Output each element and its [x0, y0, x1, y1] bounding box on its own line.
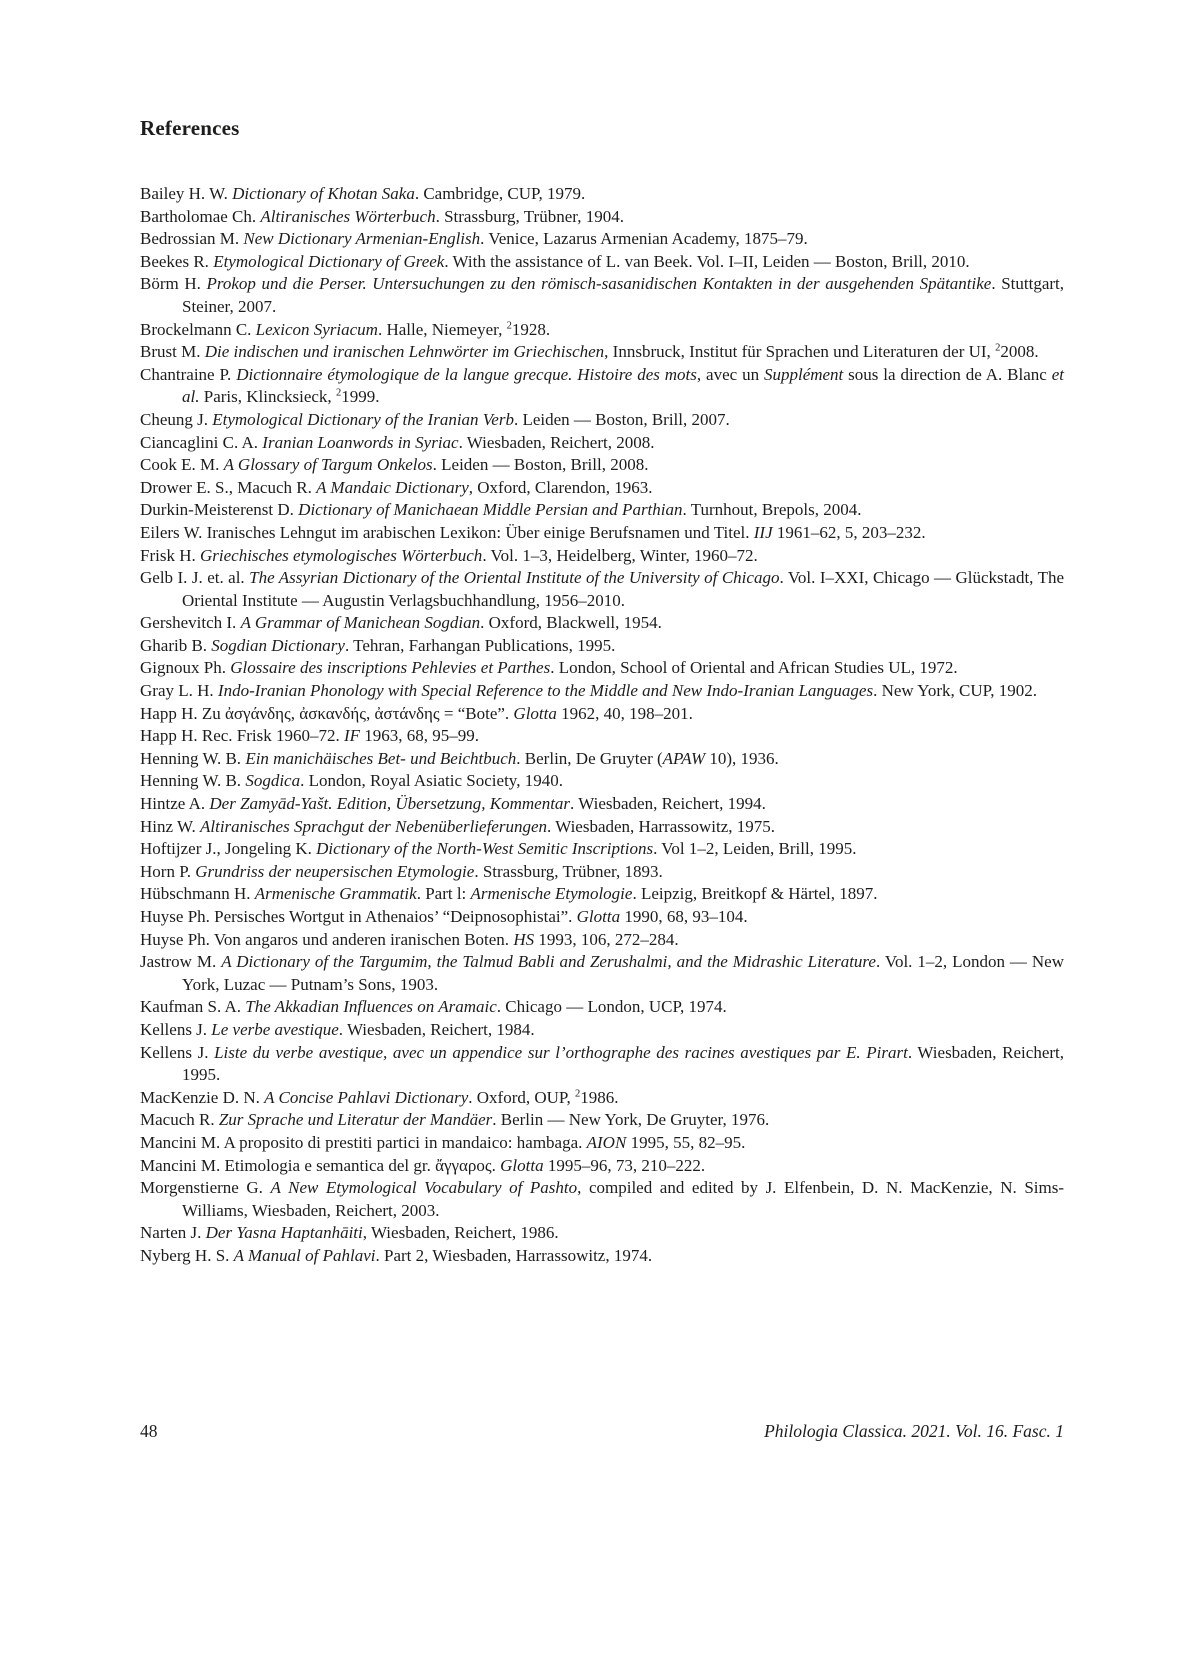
reference-text-segment: Kellens J.	[140, 1019, 212, 1039]
reference-entry	[140, 748, 1064, 771]
reference-entry	[140, 793, 1064, 816]
reference-text-segment: . Strassburg, Trübner, 1893.	[474, 861, 663, 881]
reference-title-segment: Glotta	[513, 703, 557, 723]
reference-text-segment: , compiled and edited by J. Elfenbein, D. N. MacKenzie, N. Sims-Williams, Wiesbaden, Reichert, 2003.	[182, 1178, 1065, 1220]
reference-title-segment: Prokop und die Perser. Untersuchungen zu den römisch-sasanidischen Kontakten in der ausgehenden Spätantike	[206, 274, 992, 294]
reference-entry	[140, 725, 1064, 748]
reference-entry	[140, 906, 1064, 929]
reference-text-segment: Brust M.	[140, 342, 205, 362]
reference-entry	[140, 319, 1064, 342]
reference-title-segment: Glotta	[576, 907, 621, 926]
reference-text-segment: Brockelmann C.	[140, 319, 256, 339]
reference-title-segment: Glossaire des inscriptions Pehlevies et Parthes	[230, 658, 551, 678]
reference-entry	[140, 228, 1064, 251]
reference-text-segment: . Wiesbaden, Reichert, 1984.	[338, 1019, 535, 1039]
reference-title-segment: Lexicon Syriacum	[255, 319, 378, 339]
reference-entry	[140, 432, 1064, 455]
reference-title-segment: HS	[513, 929, 535, 949]
reference-text-segment: Bartholomae Ch.	[140, 206, 261, 226]
reference-title-segment: Armenische Grammatik	[254, 884, 417, 904]
reference-text-segment: Mancini M. Etimologia e semantica del gr. ἄγγαρος.	[140, 1155, 501, 1175]
reference-entry	[140, 838, 1064, 861]
reference-text-segment: Horn P.	[140, 861, 196, 881]
reference-text-segment: . New York, CUP, 1902.	[873, 681, 1037, 701]
reference-title-segment: Dictionary of the North-West Semitic Inscriptions	[316, 839, 654, 859]
reference-entry	[140, 522, 1064, 545]
reference-text-segment: Nyberg H. S.	[140, 1245, 234, 1265]
reference-title-segment: A Mandaic Dictionary	[316, 477, 469, 497]
reference-text-segment: . Halle, Niemeyer,	[377, 319, 507, 339]
reference-text-segment: 1995–96, 73, 210–222.	[543, 1155, 706, 1175]
reference-text-segment: Huyse Ph. Persisches Wortgut in Athenaios’ “Deipnosophistai”.	[140, 907, 577, 926]
reference-title-segment: IF	[343, 726, 361, 746]
reference-text-segment: 1999.	[341, 387, 380, 407]
reference-title-segment: New Dictionary Armenian-English	[243, 229, 481, 249]
reference-entry	[140, 996, 1064, 1019]
reference-text-segment: Mancini M. A proposito di prestiti partici in mandaico: hambaga.	[140, 1132, 587, 1152]
reference-text-segment: Gharib B.	[140, 635, 212, 655]
reference-entry	[140, 499, 1064, 522]
reference-entry	[140, 680, 1064, 703]
reference-text-segment: Drower E. S., Macuch R.	[140, 477, 317, 497]
reference-title-segment: Armenische Etymologie	[470, 884, 633, 904]
reference-text-segment: 1928.	[511, 319, 551, 339]
reference-text-segment: . Vol. 1–3, Heidelberg, Winter, 1960–72.	[482, 545, 758, 565]
reference-entry	[140, 477, 1064, 500]
reference-text-segment: . Leiden — Boston, Brill, 2007.	[513, 409, 730, 429]
reference-text-segment: Gelb I. J. et. al.	[140, 568, 250, 588]
reference-text-segment: . London, Royal Asiatic Society, 1940.	[300, 771, 563, 791]
reference-text-segment: Durkin-Meisterenst D.	[140, 500, 299, 520]
reference-entry	[140, 1177, 1064, 1222]
reference-text-segment: . Vol 1–2, Leiden, Brill, 1995.	[653, 839, 857, 859]
reference-text-segment: Ciancaglini C. A.	[140, 432, 263, 452]
journal-citation: Philologia Classica. 2021. Vol. 16. Fasc. 1	[764, 1421, 1064, 1441]
reference-entry	[140, 1042, 1064, 1087]
reference-text-segment: Bedrossian M.	[140, 229, 244, 249]
reference-text-segment: 1962, 40, 198–201.	[556, 703, 693, 723]
reference-text-segment: . Wiesbaden, Harrassowitz, 1975.	[547, 816, 775, 836]
reference-text-segment: Hübschmann H.	[140, 884, 255, 904]
reference-title-segment: Iranian Loanwords in Syriac	[262, 432, 459, 452]
reference-entry	[140, 635, 1064, 658]
reference-text-segment: . Chicago — London, UCP, 1974.	[496, 997, 727, 1017]
reference-text-segment: . Oxford, OUP,	[468, 1087, 576, 1107]
reference-text-segment: Henning W. B.	[140, 748, 246, 768]
reference-text-segment: Macuch R.	[140, 1110, 219, 1130]
reference-title-segment: Der Zamyād-Yašt. Edition, Übersetzung, Kommentar	[209, 794, 571, 814]
reference-text-segment: Bailey H. W.	[140, 184, 233, 203]
reference-text-segment: , Innsbruck, Institut für Sprachen und Literaturen der UI,	[604, 342, 996, 362]
reference-text-segment: Kaufman S. A.	[140, 997, 246, 1017]
reference-entry	[140, 273, 1064, 318]
reference-title-segment: Etymological Dictionary of Greek	[213, 251, 445, 271]
reference-entry	[140, 612, 1064, 635]
reference-title-segment: Sogdica	[245, 771, 301, 791]
reference-text-segment: Morgenstierne G.	[140, 1178, 271, 1198]
reference-text-segment: Frisk H.	[140, 545, 200, 565]
reference-text-segment: . Venice, Lazarus Armenian Academy, 1875–79.	[480, 229, 808, 249]
reference-entry	[140, 883, 1064, 906]
section-title: References	[140, 116, 240, 140]
reference-text-segment: 2008.	[1000, 342, 1039, 362]
reference-text-segment: . Tehran, Farhangan Publications, 1995.	[344, 635, 616, 655]
reference-title-segment: Altiranisches Sprachgut der Nebenüberlieferungen	[199, 816, 548, 836]
reference-title-segment: IIJ	[753, 522, 773, 542]
reference-title-segment: Le verbe avestique	[211, 1019, 339, 1039]
page-footer	[140, 1421, 1064, 1442]
reference-entry	[140, 770, 1064, 793]
reference-title-segment: Etymological Dictionary of the Iranian Verb	[212, 409, 514, 429]
reference-entry	[140, 206, 1064, 229]
reference-text-segment: . Vol. I–XXI, Chicago — Glückstadt, The Oriental Institute — Augustin Verlagsbuchhandlung, 1956–2010.	[182, 568, 1064, 610]
reference-entry	[140, 454, 1064, 477]
reference-text-segment: Kellens J.	[140, 1042, 215, 1062]
reference-text-segment: Cheung J.	[140, 409, 213, 429]
reference-text-segment: Happ H. Rec. Frisk 1960–72.	[140, 726, 344, 746]
reference-text-segment: 1993, 106, 272–284.	[534, 929, 679, 949]
reference-title-segment: Liste du verbe avestique, avec un appendice sur l’orthographe des racines avestiques par E. Pirart	[214, 1042, 908, 1062]
reference-text-segment: . Stuttgart, Steiner, 2007.	[182, 274, 1065, 316]
reference-title-segment: et al.	[182, 364, 1065, 407]
reference-entry	[140, 409, 1064, 432]
page-content	[140, 116, 1064, 1268]
reference-superscript: 2	[335, 387, 342, 399]
reference-entry	[140, 341, 1064, 364]
reference-text-segment: . London, School of Oriental and African Studies UL, 1972.	[550, 658, 958, 678]
reference-title-segment: A Concise Pahlavi Dictionary	[264, 1087, 469, 1107]
reference-text-segment: . With the assistance of L. van Beek. Vol. I–II, Leiden — Boston, Brill, 2010.	[444, 251, 970, 271]
reference-text-segment: Eilers W. Iranisches Lehngut im arabischen Lexikon: Über einige Berufsnamen und Titel.	[140, 522, 754, 542]
reference-text-segment: , avec un	[696, 364, 764, 384]
reference-text-segment: Happ H. Zu ἀσγάνδης, ἀσκανδής, ἀστάνδης = “Bote”.	[140, 703, 514, 723]
reference-text-segment: Jastrow M.	[140, 952, 222, 972]
reference-text-segment: . Cambridge, CUP, 1979.	[414, 184, 586, 203]
reference-entry	[140, 951, 1064, 996]
reference-entry	[140, 1109, 1064, 1132]
reference-text-segment: Gray L. H.	[140, 681, 218, 701]
reference-title-segment: Glotta	[500, 1155, 544, 1175]
reference-text-segment: Hoftijzer J., Jongeling K.	[140, 839, 317, 859]
reference-title-segment: APAW	[662, 748, 706, 768]
reference-text-segment: Börm H.	[140, 274, 207, 294]
reference-title-segment: Der Yasna Haptanhāiti	[205, 1223, 363, 1243]
reference-title-segment: Indo-Iranian Phonology with Special Reference to the Middle and New Indo-Iranian Languages	[217, 681, 874, 701]
reference-entry	[140, 816, 1064, 839]
reference-entry	[140, 929, 1064, 952]
reference-title-segment: A Grammar of Manichean Sogdian	[240, 613, 481, 633]
references-list	[140, 183, 1064, 1268]
reference-entry	[140, 364, 1064, 409]
reference-title-segment: Zur Sprache und Literatur der Mandäer	[218, 1110, 493, 1130]
reference-entry	[140, 1155, 1064, 1178]
reference-title-segment: A Dictionary of the Targumim, the Talmud Babli and Zerushalmi, and the Midrashic Literature	[221, 952, 876, 972]
reference-title-segment: Sogdian Dictionary	[211, 635, 345, 655]
reference-title-segment: Dictionnaire étymologique de la langue grecque. Histoire des mots	[236, 364, 697, 384]
reference-title-segment: Altiranisches Wörterbuch	[260, 206, 436, 226]
reference-text-segment: Gignoux Ph.	[140, 658, 231, 678]
reference-title-segment: A Glossary of Targum Onkelos	[223, 455, 433, 475]
reference-entry	[140, 1087, 1064, 1110]
reference-text-segment: sous la direction de A. Blanc	[843, 364, 1052, 384]
reference-text-segment: . Part 2, Wiesbaden, Harrassowitz, 1974.	[375, 1245, 653, 1265]
reference-text-segment: 1990, 68, 93–104.	[620, 907, 748, 926]
reference-entry	[140, 567, 1064, 612]
reference-title-segment: Ein manichäisches Bet- und Beichtbuch	[245, 748, 517, 768]
reference-text-segment: Cook E. M.	[140, 455, 224, 475]
reference-entry	[140, 183, 1064, 206]
reference-text-segment: . Vol. 1–2, London — New York, Luzac — Putnam’s Sons, 1903.	[182, 952, 1064, 994]
reference-text-segment: . Wiesbaden, Reichert, 1995.	[182, 1042, 1064, 1085]
reference-entry	[140, 1132, 1064, 1155]
reference-title-segment: A New Etymological Vocabulary of Pashto	[270, 1178, 578, 1198]
reference-entry	[140, 703, 1064, 726]
reference-text-segment: . Turnhout, Brepols, 2004.	[682, 500, 862, 520]
reference-text-segment: Paris, Klincksieck,	[199, 387, 336, 407]
reference-entry	[140, 657, 1064, 680]
reference-text-segment: 1995, 55, 82–95.	[626, 1132, 746, 1152]
page-number: 48	[140, 1421, 158, 1441]
reference-title-segment: A Manual of Pahlavi	[233, 1245, 376, 1265]
reference-text-segment: . Strassburg, Trübner, 1904.	[435, 206, 624, 226]
reference-entry	[140, 251, 1064, 274]
reference-entry	[140, 1222, 1064, 1245]
reference-title-segment: Griechisches etymologisches Wörterbuch	[199, 545, 483, 565]
reference-text-segment: Hintze A.	[140, 794, 210, 814]
reference-title-segment: The Assyrian Dictionary of the Oriental Institute of the University of Chicago	[249, 568, 780, 588]
reference-title-segment: Dictionary of Manichaean Middle Persian and Parthian	[298, 500, 683, 520]
reference-title-segment: The Akkadian Influences on Aramaic	[245, 997, 497, 1017]
reference-text-segment: Chantraine P.	[140, 364, 237, 384]
reference-text-segment: . Leiden — Boston, Brill, 2008.	[432, 455, 649, 475]
reference-text-segment: Gershevitch I.	[140, 613, 241, 633]
reference-text-segment: . Oxford, Blackwell, 1954.	[480, 613, 662, 633]
reference-text-segment: Huyse Ph. Von angaros und anderen iranischen Boten.	[140, 929, 514, 949]
reference-superscript: 2	[575, 1088, 581, 1100]
reference-entry	[140, 861, 1064, 884]
reference-text-segment: 1961–62, 5, 203–232.	[772, 522, 926, 542]
reference-text-segment: 10), 1936.	[705, 748, 779, 768]
reference-title-segment: Supplément	[763, 364, 844, 384]
reference-title-segment: Dictionary of Khotan Saka	[232, 184, 415, 203]
reference-text-segment: . Wiesbaden, Reichert, 2008.	[458, 432, 655, 452]
reference-entry	[140, 1245, 1064, 1268]
reference-title-segment: Grundriss der neupersischen Etymologie	[195, 861, 475, 881]
reference-superscript: 2	[506, 319, 512, 331]
reference-text-segment: MacKenzie D. N.	[140, 1087, 265, 1107]
reference-text-segment: 1986.	[580, 1087, 619, 1107]
reference-superscript: 2	[995, 342, 1001, 354]
reference-title-segment: AION	[586, 1132, 627, 1152]
reference-text-segment: Hinz W.	[140, 816, 200, 836]
reference-text-segment: . Part l:	[416, 884, 471, 904]
reference-entry	[140, 1019, 1064, 1042]
reference-text-segment: , Wiesbaden, Reichert, 1986.	[362, 1223, 559, 1243]
reference-title-segment: Die indischen und iranischen Lehnwörter im Griechischen	[204, 342, 605, 362]
reference-text-segment: . Leipzig, Breitkopf & Härtel, 1897.	[632, 884, 878, 904]
reference-text-segment: Beekes R.	[140, 251, 214, 271]
reference-text-segment: . Berlin — New York, De Gruyter, 1976.	[492, 1110, 770, 1130]
reference-text-segment: Narten J.	[140, 1223, 206, 1243]
reference-entry	[140, 545, 1064, 568]
reference-text-segment: . Berlin, De Gruyter (	[516, 748, 663, 768]
reference-text-segment: Henning W. B.	[140, 771, 246, 791]
reference-text-segment: , Oxford, Clarendon, 1963.	[468, 477, 653, 497]
reference-text-segment: . Wiesbaden, Reichert, 1994.	[570, 794, 766, 814]
reference-text-segment: 1963, 68, 95–99.	[360, 726, 480, 746]
